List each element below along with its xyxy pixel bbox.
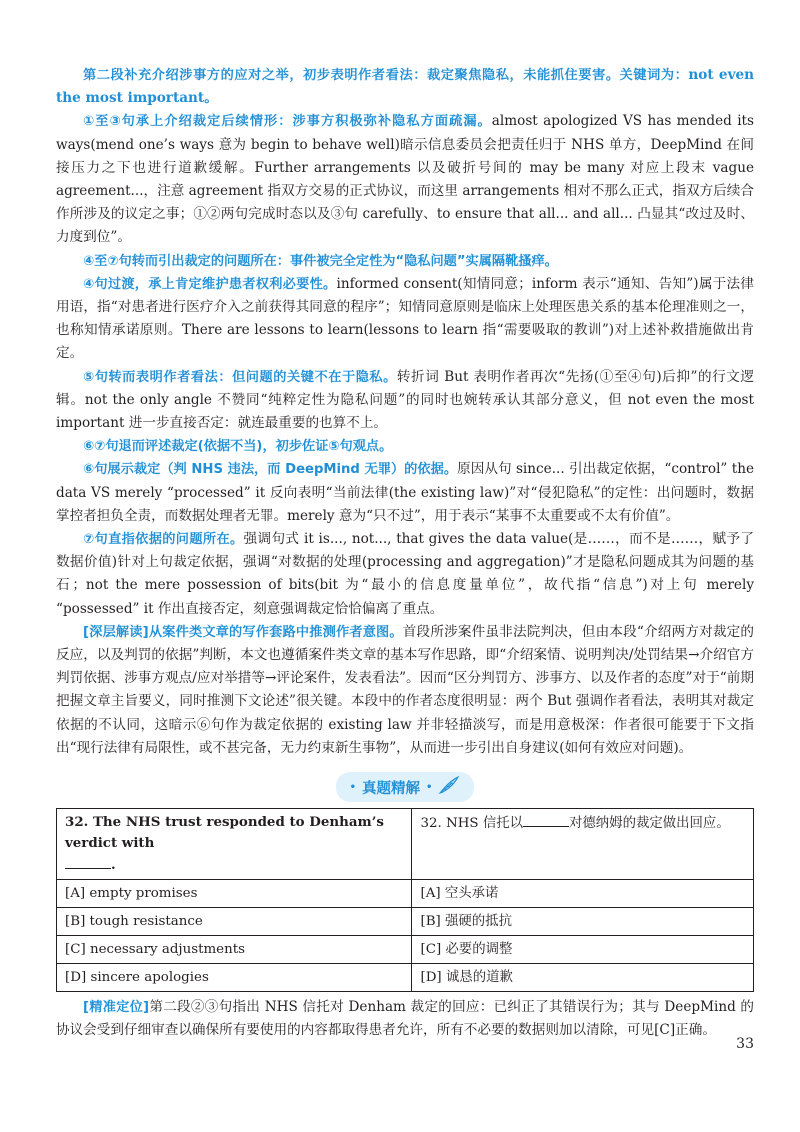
answer-blank-en	[65, 854, 111, 869]
option-d-cn: [D] 诚恳的道歉	[412, 964, 754, 992]
answer-paragraph	[56, 996, 754, 1042]
paragraph-1-highlight: ①至③句承上介绍裁定后续情形：涉事方积极弥补隐私方面疏漏。	[83, 114, 492, 130]
paragraph-4-text: 转折词 But 表明作者再次“先扬(①至④句)后抑”的行文逻辑。not the only angle 不赞同“纯粹定性为隐私问题”的同时也婉转承认其部分意义，但 not even the most important 进一步直接否定：就连最重要的也算不上。	[56, 368, 754, 432]
paragraph-7	[56, 528, 754, 621]
paragraph-7-highlight: ⑦句直指依据的问题所在。	[83, 532, 244, 548]
answer-tag: [精准定位]	[83, 1000, 150, 1016]
answer-blank-cn	[523, 812, 569, 827]
quill-icon	[438, 775, 460, 799]
option-row-d	[57, 964, 754, 992]
section-banner-wrap	[56, 772, 754, 802]
question-stem-en-text: 32. The NHS trust responded to Denham’s verdict with	[65, 814, 384, 852]
banner-label: 真题精解	[362, 780, 420, 797]
paragraph-3-text: informed consent(知情同意；inform 表示“通知、告知”)属于法律用语，指“对患者进行医疗介入之前获得其同意的程序”；知情同意原则是临床上处理医患关系的基本伦理准则之一，也称知情承诺原则。There are lessons to learn(lessons to learn 指“需要吸取的教训”)对上述补救措施做出肯定。	[56, 275, 754, 362]
banner-dot-right: •	[426, 781, 433, 793]
paragraph-3-highlight: ④句过渡，承上肯定维护患者权利必要性。	[83, 276, 337, 292]
paragraph-2	[56, 250, 754, 273]
question-stem-cn-pre: 32. NHS 信托以	[420, 816, 524, 832]
paragraph-7-text: 强调句式 it is..., not..., that gives the data value(是……，而不是……，赋予了数据价值)针对上句裁定依据，强调“对数据的处理(processing and aggregation)”才是隐私问题成其为问题的基石；not the mere possession of bits(bit 为“最小的信息度量单位”，故代指“信息”)对上句 merely “possessed” it 作出直接否定，刻意强调裁定恰恰偏离了重点。	[56, 531, 754, 617]
paragraph-8	[56, 621, 754, 760]
intro-paragraph	[56, 64, 754, 110]
question-stem-en: 32. The NHS trust responded to Denham’s verdict with .	[57, 809, 412, 880]
option-c-en: [C] necessary adjustments	[57, 936, 412, 964]
option-a-cn: [A] 空头承诺	[412, 880, 754, 908]
paragraph-6-highlight: ⑥句展示裁定（判 NHS 违法，而 DeepMind 无罪）的依据。	[83, 462, 458, 478]
question-stem-cn-post: 对德纳姆的裁定做出回应。	[569, 816, 730, 832]
intro-keyword: not even the most important。	[56, 67, 755, 107]
page-number: 33	[736, 1036, 754, 1052]
option-row-a	[57, 880, 754, 908]
answer-text: 第二段②③句指出 NHS 信托对 Denham 裁定的回应：已纠正了其错误行为；其与 DeepMind 的协议会受到仔细审查以确保所有要使用的内容都取得患者允许，所有不必要的数据则加以清除，可见[C]正确。	[56, 999, 754, 1039]
option-a-en: [A] empty promises	[57, 880, 412, 908]
paragraph-6-text: 原因从句 since... 引出裁定依据，“control” the data VS merely “processed” it 反向表明“当前法律(the existing law)”对“侵犯隐私”的定性：出问题时，数据掌控者担负全责，而数据处理者无罪。merely 意为“只不过”，用于表示“某事不太重要或不太有价值”。	[56, 461, 754, 524]
paragraph-3	[56, 273, 754, 366]
section-banner	[336, 772, 475, 802]
paragraph-1	[56, 110, 754, 249]
question-stem-row	[57, 809, 754, 880]
paragraph-6	[56, 458, 754, 528]
paragraph-2-highlight: ④至⑦句转而引出裁定的问题所在：事件被完全定性为“隐私问题”实属隔靴搔痒。	[83, 253, 558, 269]
paragraph-8-text: 首段所涉案件虽非法院判决，但由本段“介绍两方对裁定的反应，以及判罚的依据”判断，本文也遵循案件类文章的基本写作思路，即“介绍案情、说明判决/处罚结果→介绍官方判罚依据、涉事方观点/应对举措等→评论案件，发表看法”。因而“区分判罚方、涉事方、以及作者的态度”对于“前期把握文章主旨要义，同时推测下文论述”很关键。本段中的作者态度很明显：两个 But 强调作者看法，表明其对裁定依据的不认同，这暗示⑥句作为裁定依据的 existing law 并非轻描淡写，而是用意极深：作者很可能要于下文指出“现行法律有局限性，或不甚完备，无力约束新生事物”，从而进一步引出自身建议(如何有效应对问题)。	[56, 623, 754, 756]
option-d-en: [D] sincere apologies	[57, 964, 412, 992]
paragraph-1-text: almost apologized VS has mended its ways(mend one’s ways 意为 begin to behave well)暗示信息委员会把责任归于 NHS 单方，DeepMind 在间接压力之下也进行道歉缓解。Further arrangements 以及破折号间的 may be many 对应上段末 vague agreement...，注意 agreement 指双方交易的正式协议，而这里 arrangements 相对不那么正式，指双方后续合作所涉及的议定之事；①②两句完成时态以及③句 carefully、to ensure that all... and all... 凸显其“改过及时、力度到位”。	[56, 113, 754, 246]
intro-highlight: 第二段补充介绍涉事方的应对之举，初步表明作者看法：裁定聚焦隐私，未能抓住要害。关键词为：	[83, 68, 689, 83]
option-row-c	[57, 936, 754, 964]
paragraph-5	[56, 435, 754, 458]
option-c-cn: [C] 必要的调整	[412, 936, 754, 964]
paragraph-8-highlight: 从案件类文章的写作套路中推测作者意图。	[148, 624, 403, 640]
question-table	[56, 808, 754, 992]
deep-analysis-tag: [深层解读]	[83, 624, 149, 640]
question-stem-cn	[412, 809, 754, 880]
paragraph-4-highlight: ⑤句转而表明作者看法：但问题的关键不在于隐私。	[83, 369, 397, 385]
option-b-cn: [B] 强硬的抵抗	[412, 908, 754, 936]
option-b-en: [B] tough resistance	[57, 908, 412, 936]
paragraph-5-highlight: ⑥⑦句退而评述裁定(依据不当)，初步佐证⑤句观点。	[83, 439, 393, 455]
paragraph-4	[56, 366, 754, 436]
banner-dot-left: •	[349, 781, 356, 793]
option-row-b	[57, 908, 754, 936]
